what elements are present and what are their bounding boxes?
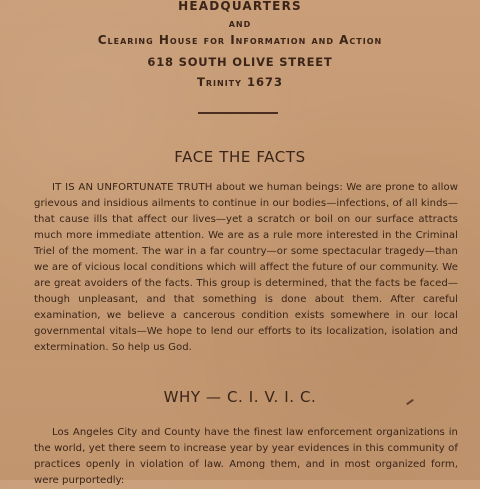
section-title-why-civic: WHY — C. I. V. I. C. (163, 388, 317, 406)
section-lead-face-the-facts: IT IS AN UNFORTUNATE TRUTH (52, 182, 213, 193)
header-address: 618 SOUTH OLIVE STREET (147, 55, 333, 69)
header-subtitle: Clearing House for Information and Action (97, 33, 383, 47)
header-title: HEADQUARTERS (178, 0, 302, 13)
section-title-face-the-facts: FACE THE FACTS (174, 148, 306, 166)
header-divider (198, 112, 278, 114)
section-body-why-civic: Los Angeles City and County have the finest law enforcement organizations in the world, yet there seem to increase year by year evidences in this community of practices openly in violation of law. Among them, and in most organized form, were purportedly: (34, 427, 458, 486)
section-body-face-the-facts (34, 180, 458, 372)
section-body-text-face-the-facts: about we human beings: We are prone to allow grievous and insidious ailments to continue in our bodies—infections, of all kinds—that cause ills that affect our lives—yet a scratch or boil on our surface attracts much more immediate attention. We are as a rule more interested in the Criminal Triel of the moment. The war in a far country—or some spectacular tragedy—than we are of vicious local conditions which will affect the future of our community. We are great avoiders of the facts. This group is determined, that the facts be faced—though unpleasant, and that something is done about them. After careful examination, we believe a cancerous condition exists somewhere in our local governmental vitals—We hope to lend our efforts to its localization, isolation and extermination. So help us God. (34, 182, 458, 353)
header-phone: Trinity 1673 (197, 75, 283, 89)
header-conjunction: AND (228, 20, 252, 29)
